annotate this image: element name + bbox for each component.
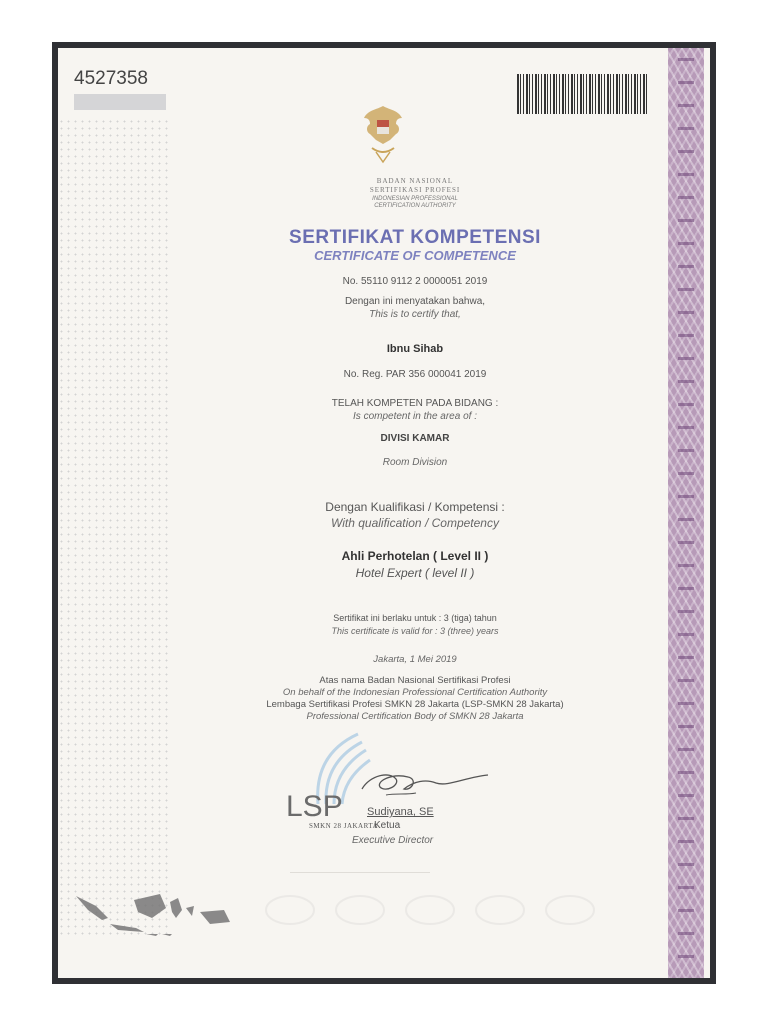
signature-icon xyxy=(356,765,492,803)
intro-text-en: This is to certify that, xyxy=(369,309,461,320)
lsp-logo-text: LSP xyxy=(286,790,343,823)
footer-divider xyxy=(290,872,430,873)
certificate-number: No. 55110 9112 2 0000051 2019 xyxy=(342,276,488,287)
validity-en: This certificate is valid for : 3 (three) years xyxy=(331,626,499,636)
signatory-name: Sudiyana, SE xyxy=(367,806,434,818)
on-behalf-line2: On behalf of the Indonesian Professional Certification Authority xyxy=(282,687,548,698)
registration-number: No. Reg. PAR 356 000041 2019 xyxy=(343,369,487,380)
area-label-en: Is competent in the area of : xyxy=(353,411,477,422)
certificate-title: SERTIFIKAT KOMPETENSI xyxy=(289,227,541,248)
signatory-role-en: Executive Director xyxy=(352,835,434,846)
barcode-icon xyxy=(517,74,649,114)
competency-area-id: DIVISI KAMAR xyxy=(380,433,450,444)
qualification-label-en: With qualification / Competency xyxy=(331,516,499,530)
guilloche-border xyxy=(668,48,704,978)
certificate-subtitle: CERTIFICATE OF COMPETENCE xyxy=(314,248,516,263)
competency-area-en: Room Division xyxy=(382,457,448,468)
serial-redaction-bar xyxy=(74,94,166,110)
qualification-en: Hotel Expert ( level II ) xyxy=(355,566,475,580)
agency-name-en-line2: CERTIFICATION AUTHORITY xyxy=(374,203,456,209)
agency-name-id-line1: BADAN NASIONAL xyxy=(376,177,454,185)
signatory-role-id: Ketua xyxy=(374,820,401,831)
garuda-emblem-icon xyxy=(358,100,408,170)
watermark-pattern-icon xyxy=(250,892,640,928)
agency-name-en-line1: INDONESIAN PROFESSIONAL xyxy=(372,196,458,202)
on-behalf-line1: Atas nama Badan Nasional Sertifikasi Profesi xyxy=(319,675,511,686)
validity-id: Sertifikat ini berlaku untuk : 3 (tiga) tahun xyxy=(333,613,497,623)
agency-name-en xyxy=(180,196,650,210)
on-behalf-line4: Professional Certification Body of SMKN 28 Jakarta xyxy=(306,711,524,722)
agency-name-id-line2: SERTIFIKASI PROFESI xyxy=(369,186,461,194)
agency-name-id xyxy=(180,177,650,195)
dotted-security-pattern xyxy=(58,118,170,938)
qualification-label-id: Dengan Kualifikasi / Kompetensi : xyxy=(325,500,505,514)
intro-text-id: Dengan ini menyatakan bahwa, xyxy=(344,296,486,307)
qualification-id: Ahli Perhotelan ( Level II ) xyxy=(341,549,489,563)
serial-number: 4527358 xyxy=(74,68,148,89)
on-behalf-line3: Lembaga Sertifikasi Profesi SMKN 28 Jakarta (LSP-SMKN 28 Jakarta) xyxy=(266,699,564,710)
area-label-id: TELAH KOMPETEN PADA BIDANG : xyxy=(331,398,499,409)
indonesia-map-icon xyxy=(74,888,234,942)
lsp-logo-subtext: SMKN 28 JAKARTA xyxy=(309,822,379,830)
holder-name: Ibnu Sihab xyxy=(386,343,444,355)
place-date: Jakarta, 1 Mei 2019 xyxy=(373,654,457,665)
